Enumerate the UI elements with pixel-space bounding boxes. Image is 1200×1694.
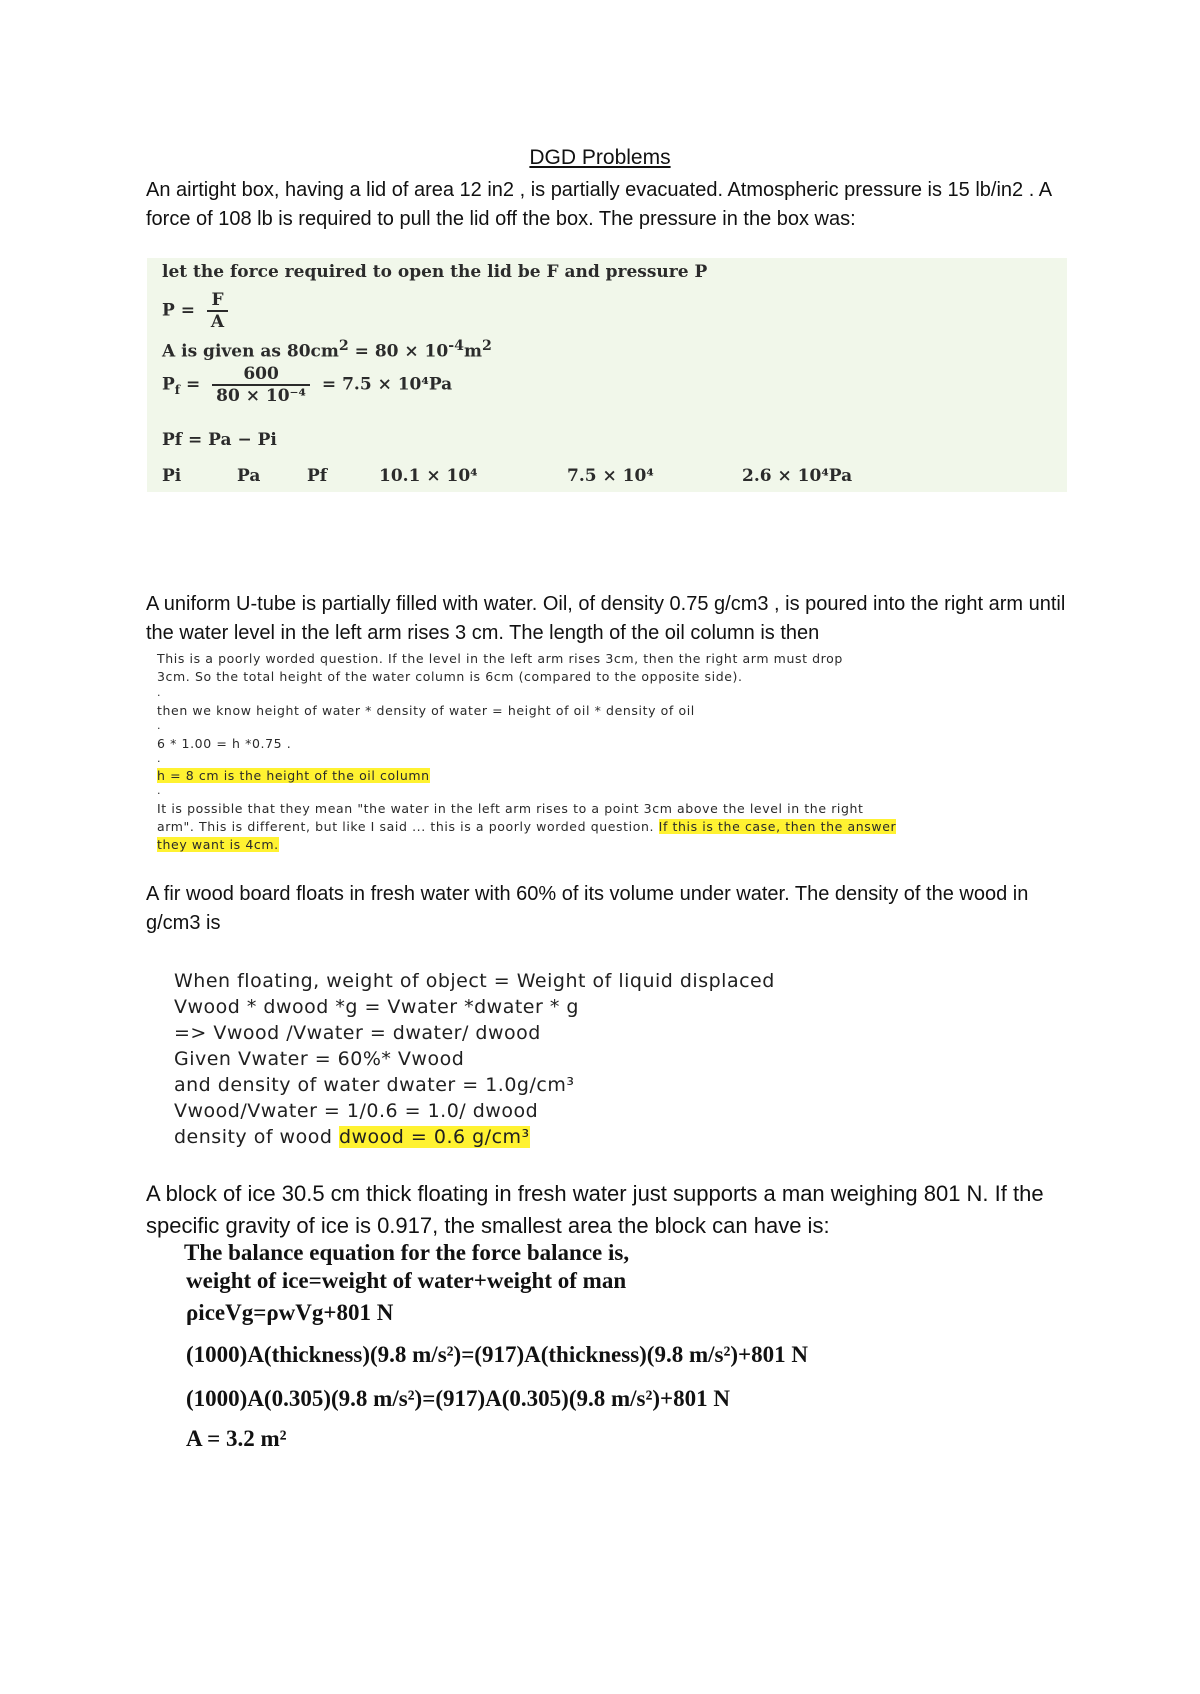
problem-3-question: A fir wood board floats in fresh water with 60% of its volume under water. The density of the wood in g/cm3 is [146, 883, 1029, 934]
sol3-line-7a: density of wood [174, 1126, 339, 1148]
sol1-pf-eq: = [185, 374, 201, 395]
sol2-line-6: It is possible that they mean "the water in the left arm rises to a point 3cm above the level in the right [157, 801, 864, 816]
sol2-answer-highlight: h = 8 cm is the height of the oil column [157, 768, 430, 783]
sol4-line-3: ρiceVg=ρwVg+801 N [186, 1300, 394, 1325]
sol1-p-fraction [207, 290, 228, 332]
sol1-line-1: let the force required to open the lid be F and pressure P [162, 262, 708, 282]
sol1-calc-pf: Pf [307, 466, 328, 486]
sol4-line-1: The balance equation for the force balance is, [184, 1240, 630, 1265]
sol2-line-4: 6 * 1.00 = h *0.75 . [157, 736, 292, 751]
sol3-line-7 [174, 1126, 530, 1148]
sol1-calc-v1: 10.1 × 10⁴ [379, 466, 478, 486]
problem-1-question: An airtight box, having a lid of area 12 in2 , is partially evacuated. Atmospheric pressure is 15 lb/in2 . A force of 108 lb is required to pull the lid off the box. The pressure in the box was: [146, 179, 1051, 230]
sol4-line-4: (1000)A(thickness)(9.8 m/s²)=(917)A(thickness)(9.8 m/s²)+801 N [186, 1342, 808, 1367]
sol1-area-prefix: A is given as 80cm [162, 341, 339, 362]
sol1-calc-pi: Pi [162, 466, 182, 486]
sol4-line-5: (1000)A(0.305)(9.8 m/s²)=(917)A(0.305)(9.8 m/s²)+801 N [186, 1386, 730, 1411]
sol2-dot-1: . [157, 686, 162, 699]
sol4-line-2: weight of ice=weight of water+weight of man [186, 1268, 627, 1293]
sol3-line-1: When floating, weight of object = Weight of liquid displaced [174, 970, 775, 992]
problem-2-question: A uniform U-tube is partially filled with water. Oil, of density 0.75 g/cm3 , is poured into the right arm until the water level in the left arm rises 3 cm. The length of the oil column is then [146, 593, 1066, 644]
sol2-line-2: 3cm. So the total height of the water column is 6cm (compared to the opposite side). [157, 669, 743, 684]
page-title: DGD Problems [529, 146, 671, 169]
sol1-calc-v3: 2.6 × 10⁴Pa [742, 466, 853, 486]
sol1-pf-sub: f [174, 382, 181, 397]
sol3-line-2: Vwood * dwood *g = Vwater *dwater * g [174, 996, 579, 1018]
sol1-relation: Pf = Pa − Pi [162, 430, 277, 450]
sol2-line-7a: arm". This is different, but like I said ... this is a poorly worded question. [157, 819, 659, 834]
sol1-pf-fraction [212, 364, 310, 406]
sol1-area-mid: = 80 × 10 [348, 341, 449, 362]
sol2-dot-3: . [157, 752, 162, 765]
sol1-area-exp3: 2 [481, 338, 492, 354]
sol2-line-8 [157, 837, 279, 852]
sol3-answer-highlight: dwood = 0.6 g/cm³ [338, 1126, 530, 1148]
sol2-line-7b: If this is the case, then the answer [658, 819, 897, 834]
sol2-line-5 [157, 768, 430, 783]
sol1-pf-lhs: P [162, 374, 175, 395]
sol1-area-exp2: -4 [448, 338, 464, 354]
sol1-pf-rhs: = 7.5 × 10⁴Pa [321, 374, 453, 395]
sol2-dot-2: . [157, 719, 162, 732]
sol1-area-line [162, 338, 492, 362]
sol1-pf-num: 600 [243, 364, 279, 384]
problem-4-question: A block of ice 30.5 cm thick floating in fresh water just supports a man weighing 801 N. If the specific gravity of ice is 0.917, the smallest area the block can have is: [146, 1181, 1044, 1238]
sol1-pf-formula [162, 364, 452, 406]
sol2-line-1: This is a poorly worded question. If the level in the left arm rises 3cm, then the right arm must drop [157, 651, 843, 666]
sol1-calc-v2: 7.5 × 10⁴ [567, 466, 654, 486]
sol1-area-unit: m [463, 341, 482, 362]
sol2-line-8-highlight: they want is 4cm. [157, 837, 279, 852]
sol3-line-6: Vwood/Vwater = 1/0.6 = 1.0/ dwood [174, 1100, 539, 1122]
sol1-pf-den: 80 × 10⁻⁴ [212, 384, 310, 406]
sol3-line-3: => Vwood /Vwater = dwater/ dwood [174, 1022, 541, 1044]
sol1-pressure-formula [162, 290, 234, 332]
solution-1-image [147, 258, 1067, 492]
sol1-area-exp: 2 [338, 338, 349, 354]
sol1-p-num: F [211, 290, 224, 310]
sol4-line-6: A = 3.2 m² [186, 1426, 287, 1451]
sol3-line-4: Given Vwater = 60%* Vwood [174, 1048, 465, 1070]
sol2-line-3: then we know height of water * density of water = height of oil * density of oil [157, 703, 695, 718]
sol3-line-5: and density of water dwater = 1.0g/cm³ [174, 1074, 575, 1096]
sol1-calc-pa: Pa [237, 466, 261, 486]
sol2-line-7 [157, 819, 896, 834]
sol1-p-den: A [207, 310, 228, 332]
sol1-p-lhs: P = [162, 300, 195, 321]
sol2-dot-4: . [157, 784, 162, 797]
